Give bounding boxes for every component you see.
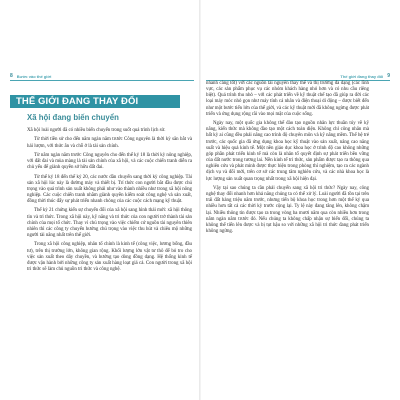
left-running-head bbox=[10, 73, 194, 81]
paragraph: Xã hội loài người đã có nhiều biến chuyển trong suốt quá trình lịch sử. bbox=[27, 128, 166, 133]
paragraph: Ngày nay, một quốc gia không thể đào tạo nguồn nhân lực thuần túy về kỹ năng, kiến thức mà không đào tạo một cách toàn diện. Không chỉ công nhân mà bất kỳ ai cũng đều phải nâng cao trình độ chuyên môn và kỹ năng mềm. Thế hệ trẻ trước, các quốc gia đã ứng dụng khoa học kỹ thuật vào sản xuất, nâng cao năng suất và hiệu quả kinh tế. Một nền giáo dục khoa học ở trình độ cao không những góp phần phát triển kinh tế mà còn là nhân tố quyết định sự phát triển bền vững của đất nước trong tương lai. Nền kinh tế tri thức, sản phẩm được tạo ra thông qua nghiên cứu và phát minh được thực hiện trong phòng thí nghiệm, tạo ra các ngành dịch vụ và đổi mới, trên cơ sở các trung tâm nghiên cứu, và các nhà khoa học là lực lượng sản xuất quan trọng nhất trong xã hội hiện đại. bbox=[206, 121, 369, 182]
right-body-text bbox=[206, 81, 369, 238]
paragraph: Từ thời tiền sử cho đến năm ngàn năm trước Công nguyên là thời kỳ săn bắt và hái lượm, với thức ăn và chỗ ở là tài sản chính. bbox=[27, 137, 192, 149]
right-running-head bbox=[206, 73, 390, 81]
paragraph: Trong xã hội công nghiệp, nhân tố chính là kinh tế (công việc, lương bổng, đầu tư), trên thị trường lớn, không gian rộng. Khối lượng lớn vật tư thô để bỏ tro cho việc sản xuất theo dây chuyền, và hướng tạo dòng đồng dạng. Hệ thống kinh tế được vận hành bởi những công ty sản xuất hàng loạt giá cả. Con người trong xã hội tri thức sẽ làm chủ nguồn tri thức và công nghệ. bbox=[27, 242, 192, 273]
subsection-heading: Xã hội đang biến chuyển bbox=[27, 113, 119, 122]
right-page-number: 9 bbox=[387, 73, 390, 79]
paragraph: Vậy tại sao chúng ta cần phải chuyển sang xã hội tri thức? Ngày nay, công nghệ thay đổi nhanh hơn khả năng chúng ta có thể xử lý. Loài người đã tồn tại trên trái đất hàng triệu năm trước, nhưng tiến bộ khoa học trong hơn một thế kỷ qua nhiều hơn tất cả các thời kỳ trước cộng lại. Ty lệ này đang tăng lên, không chậm lại. Nhiều thông tin được tạo ra trong vòng ba mươi năm qua còn nhiều hơn trong năm ngàn năm trước đó. Nếu chúng ta không chấp nhận sự biến đổi, chúng ta không thể tiến lên được và bị tụt hậu so với những xã hội tri thức đang phát triển không ngừng. bbox=[206, 185, 369, 234]
section-title: THẾ GIỚI ĐANG THAY ĐỔI bbox=[16, 96, 139, 107]
section-banner bbox=[10, 95, 180, 108]
paragraph: nhanh càng tốt) với các nguồn tài nguyên thay thế và thị trường đa dạng (các lĩnh vực, các sản phẩm phục vụ các nhóm khách hàng nhỏ hơn và có nhu cầu riêng biệt). Quá trình thu nhỏ – với các phát triển về kỹ thuật chế tạo đã giúp ra đời các loại máy móc nhỏ gọn như máy tính cá nhân và điện thoại di động – được biết đến như một bước tiến lớn của thế giới, và các kỹ thuật mới đã không ngừng được phát triển và ứng dụng rộng rãi vào mọi mặt của cuộc sống. bbox=[206, 81, 369, 117]
left-body-text bbox=[27, 128, 192, 276]
paragraph: Thế kỷ 21 chứng kiến sự chuyển đổi của xã hội sang hình thái mới: xã hội thông tin và tri thức. Trong xã hội này, kỹ năng và tri thức của con người trở thành tài sản chính của mọi tổ chức. Thay vì chú trọng vào việc chiếm cứ nguồn tài nguyên thiên nhiên thì các công ty chuyển hướng chú trọng vào việc thu hút và chiêu mộ những người tài năng nhất trên thế giới. bbox=[27, 208, 192, 239]
paragraph: Từ năm ngàn năm trước Công nguyên cho đến thế kỷ 18 là thời kỳ nông nghiệp, với đất đai và mùa màng là tài sản chính của xã hội, và các cuộc chiến tranh diễn ra chủ yếu để giành quyền sở hữu đất đai. bbox=[27, 152, 192, 171]
right-page bbox=[200, 0, 400, 400]
paragraph: Từ thế kỷ 18 đến thế kỷ 20, các nước dần chuyển sang thời kỳ công nghiệp. Tài sản xã hội lúc này là đường máy và thiết bị. Trí thức con người bắt đầu được chú trọng vào quá trình sản xuất không phải như vào thành nhiều như trong xã hội nông nghiệp. Các cuộc chiến tranh nhằm giành quyền kiểm soát công nghệ và sản xuất, đồng thời thúc đẩy sự phát triển nhanh chóng của các cuộc cách mạng kỹ thuật. bbox=[27, 174, 192, 205]
right-running-head-title: Thế giới đang thay đổi bbox=[340, 73, 384, 79]
left-running-head-title: Bước vào thế giới bbox=[16, 73, 52, 79]
left-page-number: 8 bbox=[10, 73, 13, 79]
